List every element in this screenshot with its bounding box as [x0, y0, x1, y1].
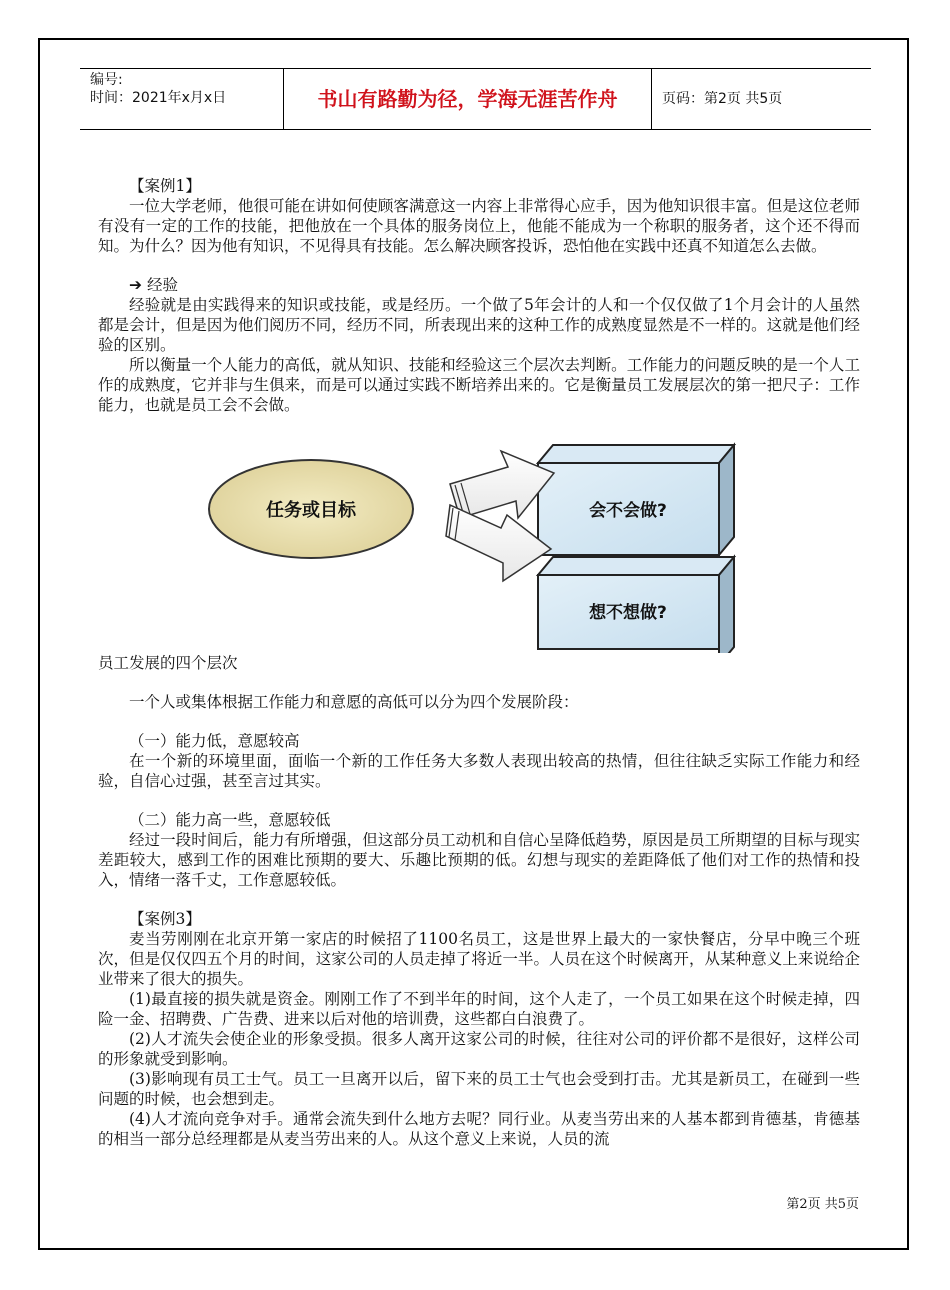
case3-paragraph-2: (1)最直接的损失就是资金。刚刚工作了不到半年的时间，这个人走了，一个员工如果在这个时候走掉，四险一金、招聘费、广告费、进来以后对他的培训费，这些都白白浪费了。 — [98, 990, 860, 1028]
target-ellipse — [209, 460, 413, 558]
box-willingness-label: 想不想做? — [589, 603, 667, 623]
experience-title: 经验 — [146, 276, 178, 294]
stage1-title: （一）能力低，意愿较高 — [129, 732, 300, 750]
time-label: 时间：2021年x月x日 — [90, 90, 227, 106]
stages-intro: 一个人或集体根据工作能力和意愿的高低可以分为四个发展阶段： — [129, 693, 579, 711]
stage2-title: （二）能力高一些，意愿较低 — [129, 811, 331, 829]
page-header — [80, 68, 871, 130]
ellipse-label: 任务或目标 — [266, 500, 356, 521]
header-page-number: 页码：第2页 共5页 — [662, 91, 783, 107]
header-meta — [80, 69, 284, 129]
box-ability — [538, 445, 734, 555]
number-label: 编号: — [90, 72, 123, 88]
page-footer: 第2页 共5页 — [786, 1197, 859, 1212]
experience-paragraph-1: 经验就是由实践得来的知识或技能，或是经历。一个做了5年会计的人和一个仅仅做了1个月会计的人虽然都是会计，但是因为他们阅历不同，经历不同，所表现出来的这种工作的成熟度显然是不一样的。这就是他们经验的区别。 — [98, 296, 860, 354]
case3-paragraph-5: (4)人才流向竞争对手。通常会流失到什么地方去呢？同行业。从麦当劳出来的人基本都到肯德基，肯德基的相当一部分总经理都是从麦当劳出来的人。从这个意义上来说，人员的流 — [98, 1110, 860, 1148]
experience-paragraph-2: 所以衡量一个人能力的高低，就从知识、技能和经验这三个层次去判断。工作能力的问题反映的是一个人工作的成熟度，它并非与生俱来，而是可以通过实践不断培养出来的。它是衡量员工发展层次的第一把尺子：工作能力，也就是员工会不会做。 — [98, 356, 860, 414]
diagram-svg — [98, 421, 860, 653]
case3-paragraph-3: (2)人才流失会使企业的形象受损。很多人离开这家公司的时候，往往对公司的评价都不是很好，这样公司的形象就受到影响。 — [98, 1030, 860, 1068]
case3-title: 【案例3】 — [129, 910, 201, 928]
box-ability-label: 会不会做? — [589, 501, 667, 521]
case3-paragraph-1: 麦当劳刚刚在北京开第一家店的时候招了1100名员工，这是世界上最大的一家快餐店，分早中晚三个班次，但是仅仅四五个月的时间，这家公司的人员走掉了将近一半。人员在这个时候离开，从某种意义上来说给企业带来了很大的损失。 — [98, 930, 860, 988]
development-diagram — [98, 421, 860, 653]
stage1-paragraph: 在一个新的环境里面，面临一个新的工作任务大多数人表现出较高的热情，但往往缺乏实际工作能力和经验，自信心过强，甚至言过其实。 — [98, 752, 860, 790]
case3-paragraph-4: (3)影响现有员工士气。员工一旦离开以后，留下来的员工士气也会受到打击。尤其是新员工，在碰到一些问题的时候，也会想到走。 — [98, 1070, 860, 1108]
case1-title: 【案例1】 — [129, 177, 201, 195]
figure-caption: 员工发展的四个层次 — [98, 654, 238, 672]
stage2-paragraph: 经过一段时间后，能力有所增强，但这部分员工动机和自信心呈降低趋势，原因是员工所期望的目标与现实差距较大，感到工作的困难比预期的要大、乐趣比预期的低。幻想与现实的差距降低了他们对工作的热情和投入，情绪一落千丈，工作意愿较低。 — [98, 831, 860, 889]
box-willingness — [538, 557, 734, 653]
arrow-lower — [446, 505, 551, 581]
arrow-icon: ➔ — [129, 276, 142, 294]
case1-paragraph: 一位大学老师，他很可能在讲如何使顾客满意这一内容上非常得心应手，因为他知识很丰富。但是这位老师有没有一定的工作的技能，把他放在一个具体的服务岗位上，他能不能成为一个称职的服务者，这个还不得而知。为什么？因为他有知识，不见得具有技能。怎么解决顾客投诉，恐怕他在实践中还真不知道怎么去做。 — [98, 197, 860, 255]
experience-heading — [98, 275, 860, 295]
document-body — [98, 176, 860, 1149]
header-motto: 书山有路勤为径，学海无涯苦作舟 — [284, 69, 652, 129]
